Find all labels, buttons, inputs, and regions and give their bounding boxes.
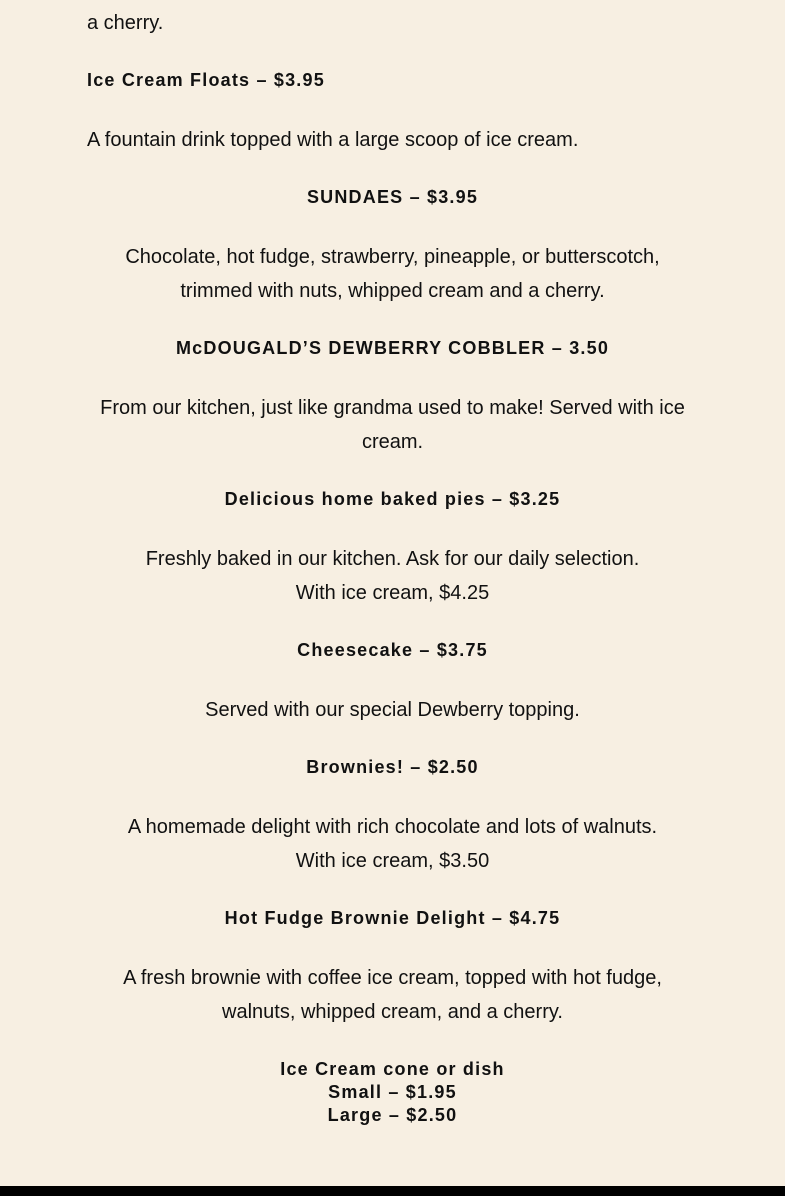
brownies-title: Brownies! – $2.50 xyxy=(306,757,479,777)
brownies-ice-cream-price: With ice cream, $3.50 xyxy=(295,850,490,872)
hot-fudge-brownie-description xyxy=(87,961,698,1029)
pies-description xyxy=(87,542,698,610)
cone-small-price: Small – $1.95 xyxy=(328,1082,457,1102)
hot-fudge-brownie-description-line: walnuts, whipped cream, and a cherry. xyxy=(222,1001,563,1023)
pies-description-line: Freshly baked in our kitchen. Ask for our daily selection. xyxy=(145,548,640,570)
sundaes-description-line: trimmed with nuts, whipped cream and a cherry. xyxy=(180,280,605,302)
cone-large-price: Large – $2.50 xyxy=(327,1105,458,1125)
cobbler-description xyxy=(87,391,698,459)
floats-description: A fountain drink topped with a large scoop of ice cream. xyxy=(87,129,579,151)
brownies-description-line: A homemade delight with rich chocolate and lots of walnuts. xyxy=(127,816,658,838)
cheesecake-title: Cheesecake – $3.75 xyxy=(297,640,488,660)
cheesecake-description: Served with our special Dewberry topping. xyxy=(205,699,580,721)
cone-section xyxy=(87,1058,698,1127)
pies-title: Delicious home baked pies – $3.25 xyxy=(224,489,561,509)
pies-ice-cream-price: With ice cream, $4.25 xyxy=(295,582,490,604)
bottom-bar xyxy=(0,1186,785,1196)
sundaes-description xyxy=(87,240,698,308)
hot-fudge-brownie-title: Hot Fudge Brownie Delight – $4.75 xyxy=(224,908,561,928)
brownies-description xyxy=(87,810,698,878)
sundaes-description-line: Chocolate, hot fudge, strawberry, pineapple, or butterscotch, xyxy=(125,246,660,268)
hot-fudge-brownie-description-line: A fresh brownie with coffee ice cream, topped with hot fudge, xyxy=(123,967,662,989)
sundaes-title: SUNDAES – $3.95 xyxy=(306,187,479,207)
cone-title: Ice Cream cone or dish xyxy=(280,1059,505,1079)
intro-tail-text: a cherry. xyxy=(87,12,164,34)
cobbler-description-line: cream. xyxy=(361,431,424,453)
cobbler-description-line: From our kitchen, just like grandma used to make! Served with ice xyxy=(100,397,685,419)
floats-title: Ice Cream Floats – $3.95 xyxy=(87,70,325,90)
cobbler-title: McDOUGALD’S DEWBERRY COBBLER – 3.50 xyxy=(175,338,610,358)
